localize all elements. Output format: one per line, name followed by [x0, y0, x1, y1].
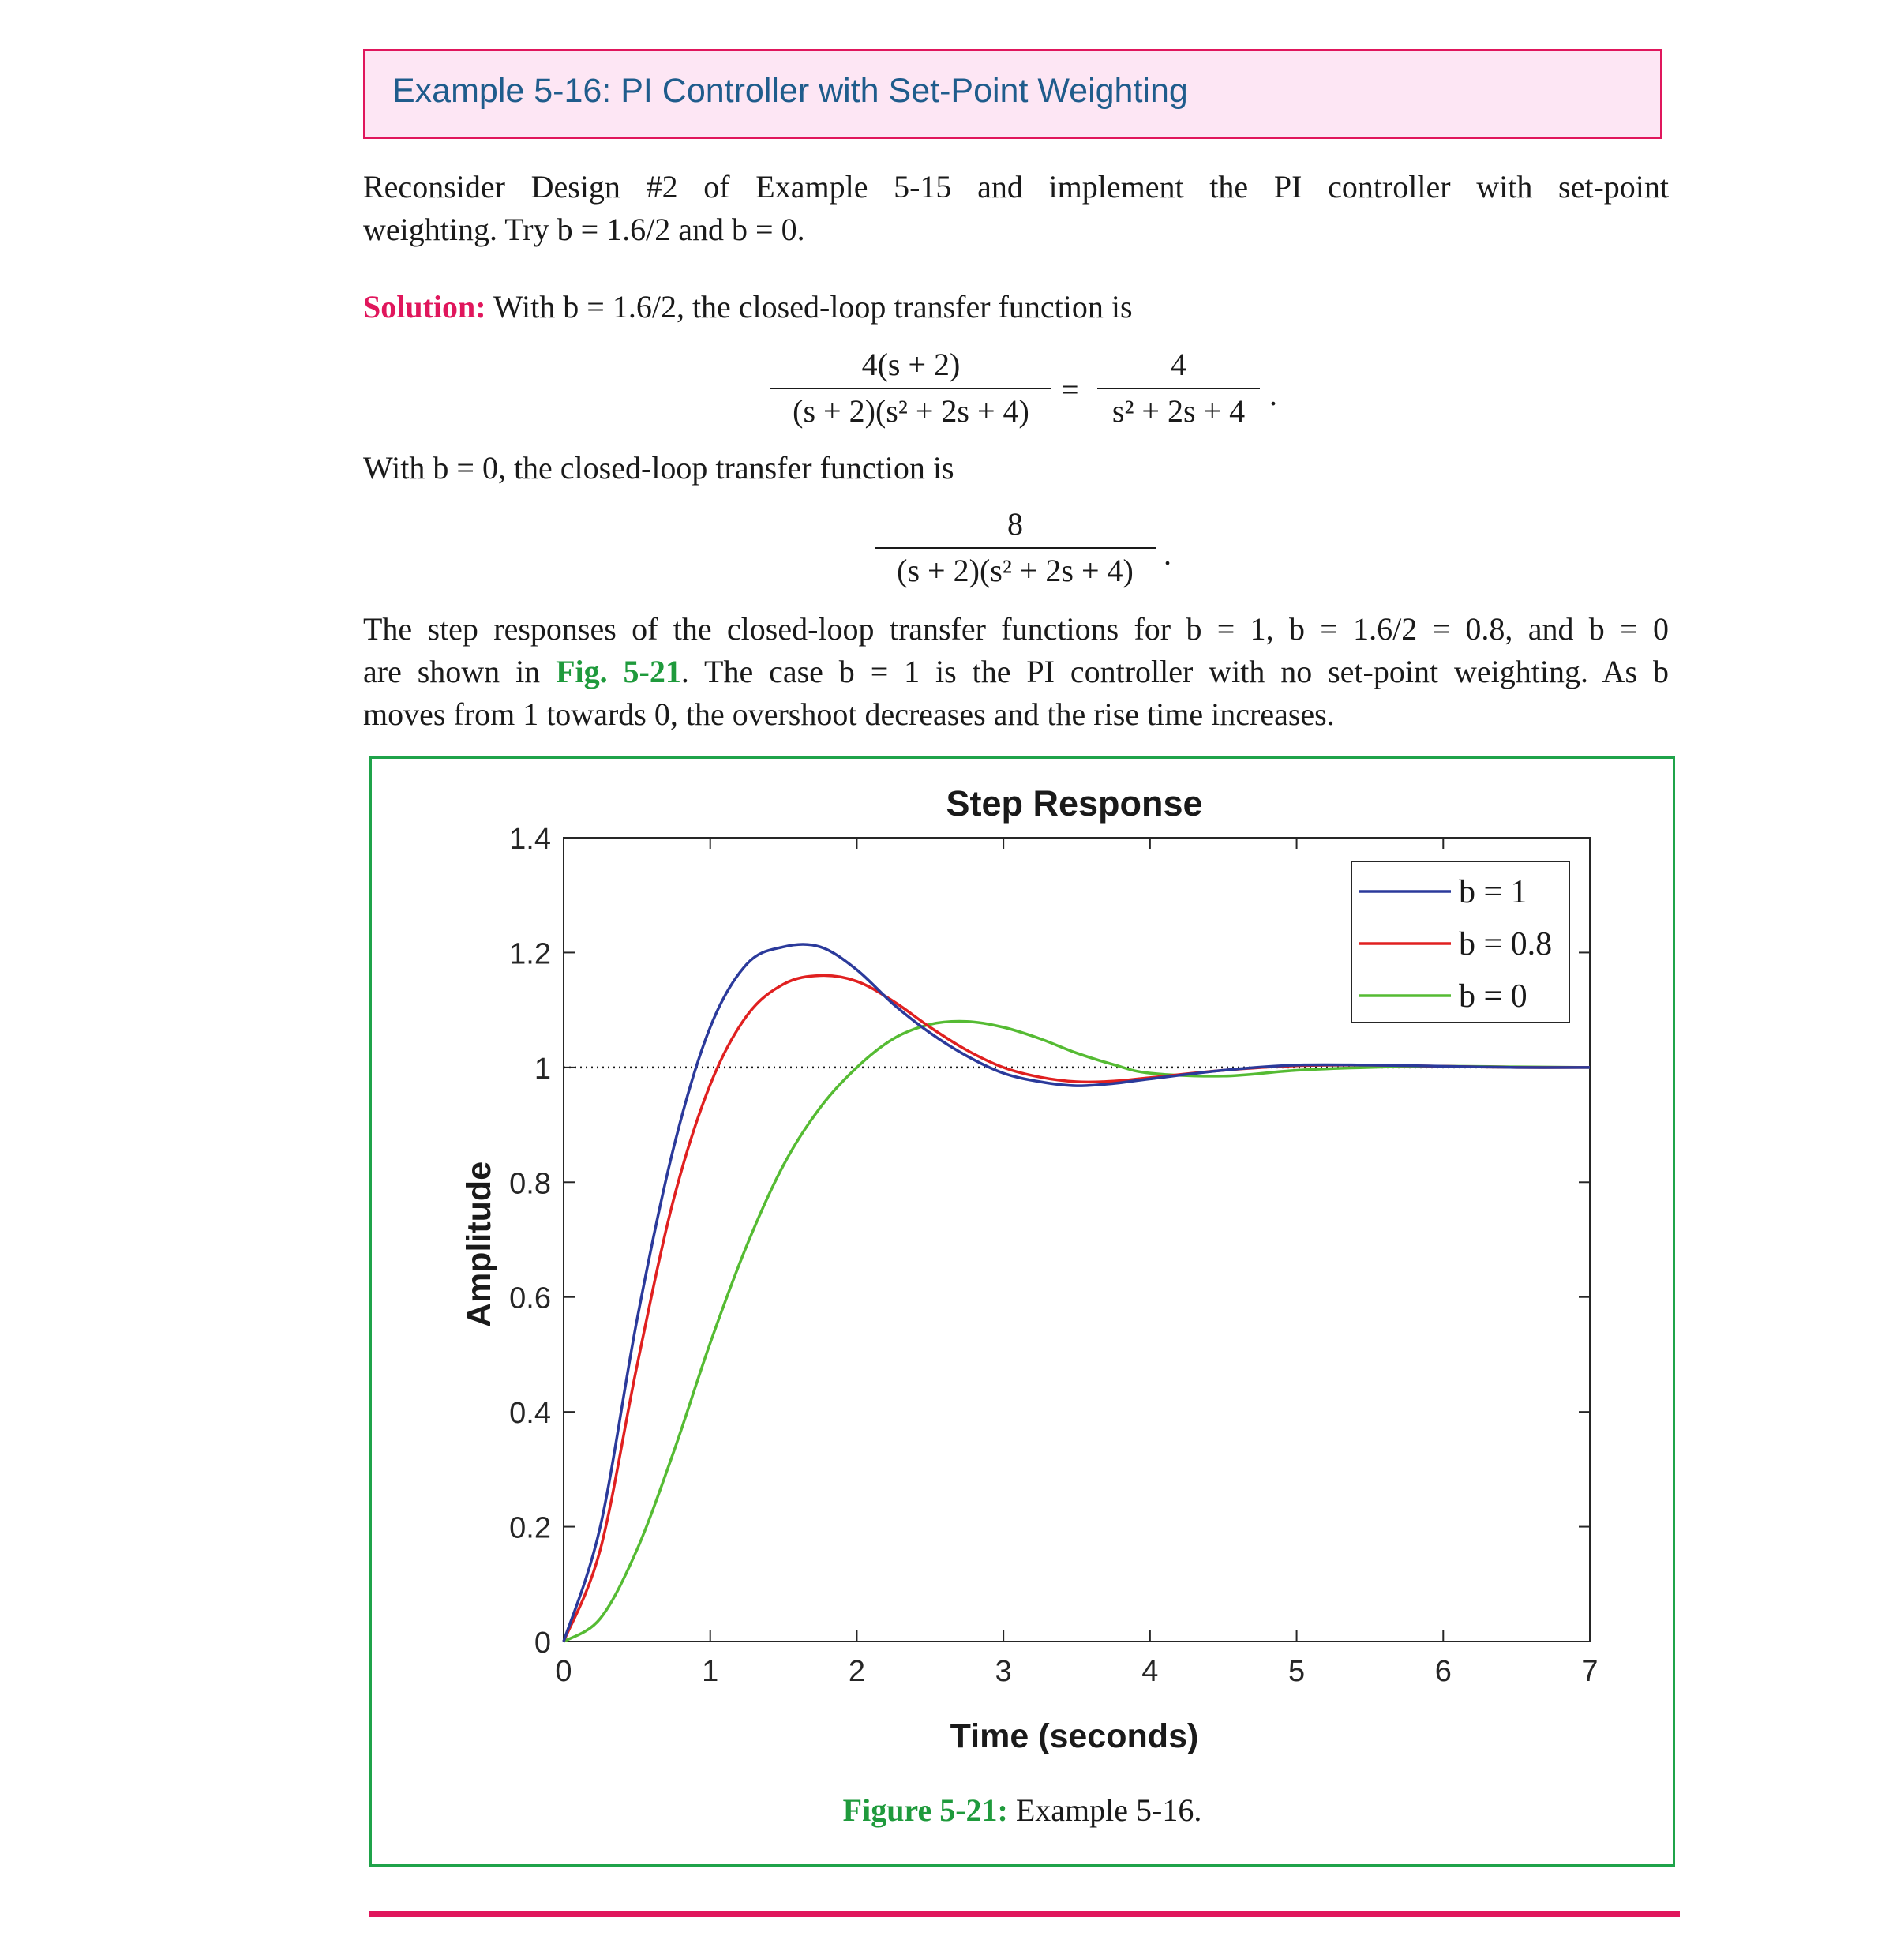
step-response-chart: [372, 759, 1673, 1785]
equation-2-fraction: [875, 505, 1156, 589]
figure-caption-label: Figure 5-21:: [842, 1792, 1008, 1828]
example-header-box: [363, 49, 1662, 139]
equation-1-left-fraction: [770, 346, 1051, 430]
legend-label: b = 1: [1459, 874, 1527, 910]
equation-1-left-denominator: (s + 2)(s² + 2s + 4): [793, 393, 1029, 429]
equation-1-right-denominator: s² + 2s + 4: [1111, 393, 1246, 429]
x-tick-label: 6: [1434, 1655, 1452, 1688]
solution-label: Solution:: [363, 289, 486, 325]
equation-1-right-fraction: [1097, 346, 1260, 430]
x-tick-label: 5: [1288, 1655, 1306, 1688]
solution-text: With b = 1.6/2, the closed-loop transfer function is: [485, 289, 1133, 325]
x-tick-label: 1: [702, 1655, 719, 1688]
equation-2-denominator: (s + 2)(s² + 2s + 4): [897, 553, 1134, 588]
figure-caption: [372, 1792, 1673, 1829]
discussion-line-1: The step responses of the closed-loop transfer functions for b = 1, b = 1.6/2 = 0.8, and b = 0: [363, 611, 1669, 647]
chart-title: Step Response: [946, 783, 1203, 824]
x-tick-label: 0: [555, 1655, 572, 1688]
y-tick-label: 0.2: [509, 1511, 551, 1545]
figure-caption-text: Example 5-16.: [1007, 1792, 1202, 1828]
example-title: Example 5-16: PI Controller with Set-Point Weighting: [392, 72, 1188, 110]
intro-line-2: weighting. Try b = 1.6/2 and b = 0.: [363, 212, 805, 247]
equation-2-numerator: 8: [1007, 506, 1023, 542]
y-tick-label: 1: [534, 1052, 551, 1086]
y-tick-label: 1.2: [509, 937, 551, 971]
y-tick-label: 0.4: [509, 1397, 551, 1431]
intro-paragraph-end: [363, 208, 1669, 251]
intro-line-1: Reconsider Design #2 of Example 5-15 and implement the PI controller with set-point: [363, 169, 1669, 205]
x-tick-label: 7: [1581, 1655, 1599, 1688]
equation-1-right-numerator: 4: [1171, 347, 1186, 382]
legend-label: b = 0.8: [1459, 926, 1553, 962]
discussion-line-3: moves from 1 towards 0, the overshoot decreases and the rise time increases.: [363, 696, 1335, 732]
x-axis-label: Time (seconds): [950, 1717, 1199, 1755]
y-tick-label: 1.4: [509, 823, 551, 856]
solution-paragraph: [363, 286, 1669, 328]
series-line-1: [564, 975, 1590, 1642]
discussion-paragraph: [363, 608, 1669, 693]
legend-label: b = 0: [1459, 978, 1527, 1015]
intro-paragraph: [363, 166, 1669, 208]
bottom-rule: [369, 1911, 1680, 1917]
figure-reference-link[interactable]: Fig. 5-21: [556, 654, 681, 689]
discussion-line-2: [363, 651, 1669, 693]
series-line-0: [564, 944, 1590, 1642]
series-line-2: [564, 1021, 1590, 1642]
discussion-line-2-pre: are shown in: [363, 654, 557, 689]
figure-box: [369, 756, 1675, 1867]
solution-text-2: With b = 0, the closed-loop transfer function is: [363, 450, 954, 486]
y-tick-label: 0.8: [509, 1167, 551, 1201]
y-tick-label: 0: [534, 1627, 551, 1660]
chart-series-group: [564, 944, 1590, 1642]
discussion-paragraph-end: [363, 693, 1669, 736]
x-tick-label: 3: [995, 1655, 1012, 1688]
equation-1-period: .: [1269, 377, 1277, 412]
equation-2-period: .: [1164, 536, 1171, 572]
y-tick-label: 0.6: [509, 1281, 551, 1315]
x-tick-label: 4: [1141, 1655, 1159, 1688]
equation-1-left-numerator: 4(s + 2): [861, 347, 961, 382]
y-axis-label: Amplitude: [460, 1161, 498, 1328]
chart-legend: [1351, 861, 1569, 1023]
solution-paragraph-2: [363, 447, 1669, 490]
x-tick-label: 2: [848, 1655, 865, 1688]
discussion-line-2-post: . The case b = 1 is the PI controller with no set-point weighting. As b: [680, 654, 1669, 689]
equation-1-equals: =: [1061, 372, 1079, 407]
